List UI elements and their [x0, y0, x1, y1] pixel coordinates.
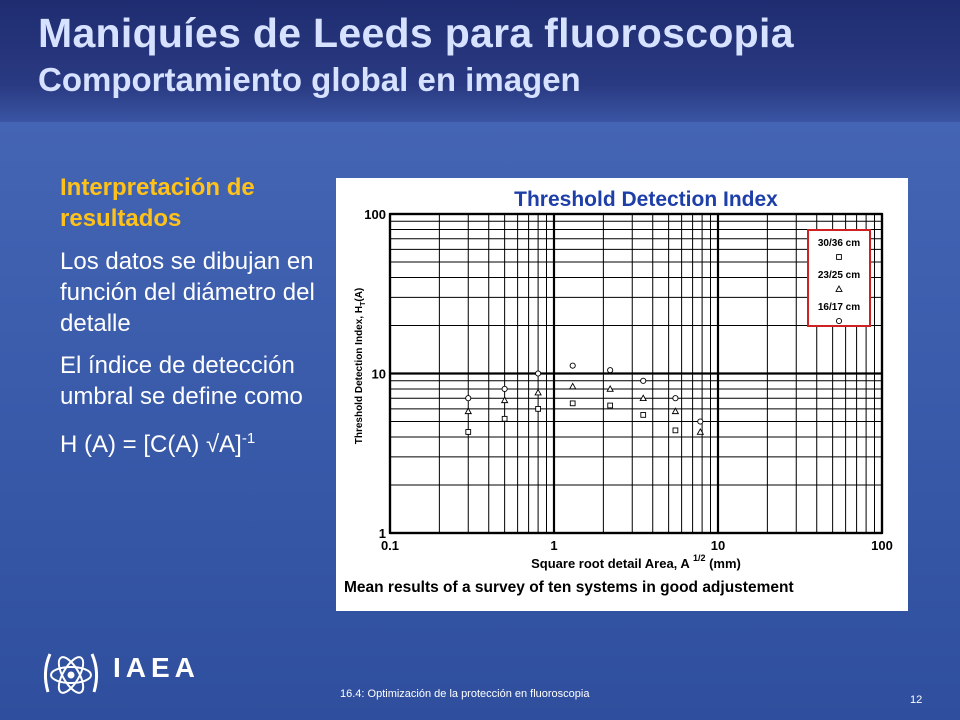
data-point-series-1: [536, 406, 541, 411]
data-point-series-1: [608, 403, 613, 408]
x-tick-label: 0.1: [380, 538, 400, 553]
chart-title: Threshold Detection Index: [514, 188, 778, 211]
slide-title: Maniquíes de Leeds para fluoroscopia: [38, 10, 794, 56]
data-point-series-3: [536, 371, 541, 376]
data-point-series-2: [535, 390, 541, 395]
x-tick-label: 1: [550, 538, 558, 553]
paragraph-index-definition: El índice de detección umbral se define como: [60, 352, 303, 410]
legend-label: 30/36 cm: [817, 238, 861, 249]
data-point-series-1: [570, 401, 575, 406]
data-point-series-3: [502, 386, 507, 391]
chart-panel: [336, 178, 908, 611]
x-tick-label: 100: [871, 538, 893, 553]
formula-exponent: -1: [241, 430, 256, 447]
data-point-series-3: [608, 368, 613, 373]
data-point-series-3: [570, 363, 575, 368]
slide-subtitle: Comportamiento global en imagen: [38, 61, 581, 98]
iaea-wordmark: IAEA: [113, 652, 200, 683]
y-axis-label: Threshold Detection Index, $H_T(A)$: [354, 287, 367, 445]
data-point-series-3: [466, 396, 471, 401]
data-point-series-3: [641, 378, 646, 383]
legend-marker: [837, 255, 842, 260]
y-tick-label: 100: [364, 207, 386, 222]
page-number: 12: [910, 694, 923, 706]
legend-label: 16/17 cm: [817, 302, 861, 313]
data-point-series-2: [570, 383, 576, 388]
data-point-series-1: [641, 413, 646, 418]
legend-label: 23/25 cm: [817, 270, 861, 281]
data-point-series-1: [502, 416, 507, 421]
footer-text: 16.4: Optimización de la protección en fluoroscopia: [340, 688, 590, 700]
formula-main: H (A) = [C(A) √A]: [60, 431, 242, 458]
paragraph-data-plot: Los datos se dibujan en función del diámetro del detalle: [60, 248, 315, 337]
data-point-series-3: [673, 396, 678, 401]
iaea-logo-icon: [36, 640, 106, 710]
threshold-detection-chart: [336, 178, 908, 611]
data-point-series-1: [673, 428, 678, 433]
data-point-series-3: [698, 419, 703, 424]
legend-marker: [836, 318, 841, 323]
chart-caption: Mean results of a survey of ten systems in good adjustement: [344, 579, 794, 596]
x-tick-label: 10: [710, 538, 726, 553]
y-tick-label: 1: [378, 526, 386, 541]
x-axis-label: Square root detail Area, A $^{1/2}$ (mm): [531, 553, 741, 571]
data-point-series-1: [466, 430, 471, 435]
y-tick-label: 10: [371, 366, 386, 382]
section-heading: Interpretación de resultados: [60, 174, 255, 232]
formula: [60, 423, 328, 460]
left-text-block: [60, 172, 328, 471]
